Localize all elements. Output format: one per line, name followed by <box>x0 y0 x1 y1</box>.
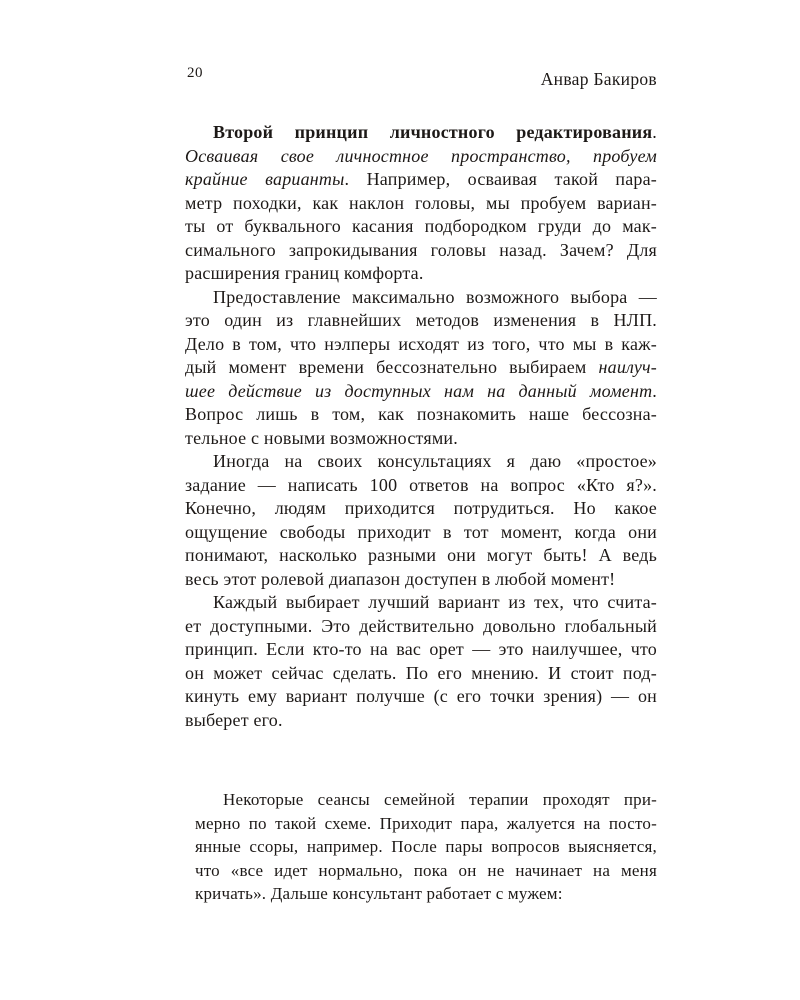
text-line <box>185 309 657 333</box>
text-run: принцип. Если кто-то на вас орет — это наилучшее, что <box>185 639 657 659</box>
text-line <box>185 380 657 404</box>
text-run: он может сейчас сделать. По его мнению. И стоит под- <box>185 662 657 683</box>
excerpt-paragraph <box>195 788 657 906</box>
text-line <box>185 521 657 545</box>
text-line <box>185 145 657 169</box>
text-run: выберет его. <box>185 709 283 730</box>
running-title: Анвар Бакиров <box>540 69 657 89</box>
text-run: мерно по такой схеме. Приходит пара, жалуется на посто- <box>195 813 657 833</box>
text-line <box>185 356 657 380</box>
text-line <box>185 262 657 286</box>
text-line <box>185 497 657 521</box>
text-line <box>185 638 657 662</box>
text-run: метр походки, как наклон головы, мы пробуем вариан- <box>185 192 657 213</box>
page-number: 20 <box>187 65 203 81</box>
text-run: что «все идет нормально, пока он не начинает на меня <box>195 860 657 880</box>
text-run: симального запрокидывания головы назад. Зачем? Для <box>185 239 657 260</box>
text-line <box>185 121 657 145</box>
italic-run: Осваивая свое личностное пространство, пробуем <box>185 145 657 166</box>
body-paragraph <box>185 121 657 286</box>
text-line <box>195 788 657 812</box>
text-line <box>185 192 657 216</box>
text-line <box>185 333 657 357</box>
text-run: ощущение свободы приходит в тот момент, когда они <box>185 521 657 542</box>
text-run: . Например, осваивая такой пара- <box>344 169 657 189</box>
text-line <box>185 239 657 263</box>
text-line <box>185 474 657 498</box>
text-block <box>185 121 657 906</box>
text-run: Некоторые сеансы семейной терапии проходят при- <box>223 790 657 809</box>
text-line <box>185 591 657 615</box>
text-run: дый момент времени бессознательно выбираем <box>185 357 599 377</box>
text-line <box>195 835 657 859</box>
text-run: Иногда на своих консультациях я даю «простое» <box>213 451 657 471</box>
text-run: расширения границ комфорта. <box>185 263 424 283</box>
text-line <box>185 615 657 639</box>
italic-run: наилуч- <box>598 357 657 377</box>
text-line <box>185 709 657 733</box>
text-run: Конечно, людям приходится потрудиться. Но какое <box>185 498 657 518</box>
text-line <box>185 662 657 686</box>
italic-run: крайние варианты <box>185 169 345 189</box>
text-line <box>185 685 657 709</box>
text-line <box>185 427 657 451</box>
text-line <box>185 215 657 239</box>
italic-run: шее действие из доступных нам на данный момент <box>185 380 653 401</box>
text-line <box>195 812 657 836</box>
text-run: Каждый выбирает лучший вариант из тех, что счита- <box>213 592 657 612</box>
text-run: кинуть ему вариант получше (с его точки зрения) — он <box>185 686 657 706</box>
text-run: ты от буквального касания подбородком груди до мак- <box>185 216 657 236</box>
text-run: тельное с новыми возможностями. <box>185 427 458 448</box>
text-run: Предоставление максимально возможного выбора — <box>213 286 657 307</box>
body-paragraph <box>185 591 657 732</box>
text-run: . <box>652 122 657 142</box>
text-line <box>185 450 657 474</box>
text-run: весь этот ролевой диапазон доступен в любой момент! <box>185 568 616 589</box>
text-line <box>185 286 657 310</box>
text-run: Вопрос лишь в том, как познакомить наше бессозна- <box>185 404 657 424</box>
text-run: . <box>652 380 657 401</box>
text-line <box>195 882 657 906</box>
body-paragraph <box>185 286 657 451</box>
text-run: понимают, насколько разными они могут быть! А ведь <box>185 545 657 565</box>
text-run: янные ссоры, например. После пары вопросов выясняется, <box>195 837 657 856</box>
text-run: ет доступными. Это действительно довольно глобальный <box>185 615 657 636</box>
body-paragraph <box>185 450 657 591</box>
text-run: задание — написать 100 ответов на вопрос «Кто я?». <box>185 474 657 495</box>
text-line <box>185 403 657 427</box>
bold-run: Второй принцип личностного редактирования <box>213 122 653 142</box>
text-line <box>185 168 657 192</box>
text-line <box>195 859 657 883</box>
text-line <box>185 544 657 568</box>
page-header <box>185 64 657 90</box>
text-run: кричать». Дальше консультант работает с мужем: <box>195 884 563 903</box>
text-run: это один из главнейших методов изменения в НЛП. <box>185 310 657 330</box>
text-line <box>185 568 657 592</box>
text-run: Дело в том, что нэлперы исходят из того, что мы в каж- <box>185 333 657 354</box>
